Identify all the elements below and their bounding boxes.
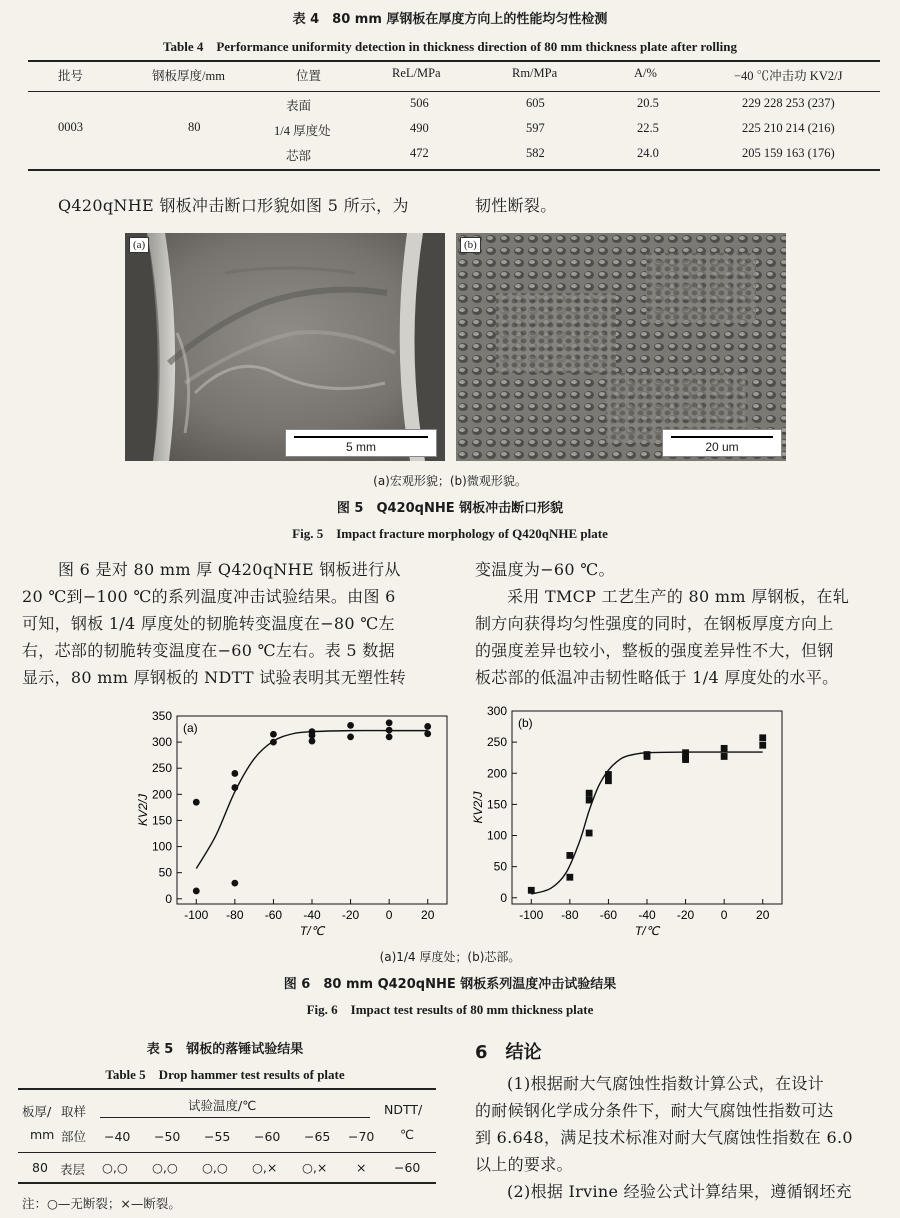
x-tick-label: -20 (676, 908, 695, 922)
x-axis-label: T/℃ (634, 924, 660, 938)
t5-temp: −40 (104, 1129, 131, 1144)
table4-top-rule (28, 60, 880, 62)
data-point (231, 880, 238, 887)
scale-bar-b (662, 429, 782, 457)
t4-rm: 582 (526, 146, 545, 160)
table5-note: 注：○—无断裂；×—断裂。 (22, 1196, 181, 1211)
t4-rm: 605 (526, 96, 545, 110)
y-tick-label: 100 (486, 828, 507, 843)
table5-caption-en: Table 5 Drop hammer test results of plate (105, 1067, 345, 1082)
y-tick-label: 150 (151, 813, 172, 828)
y-tick-label: 250 (486, 735, 507, 750)
t5-position: 表层 (60, 1162, 86, 1177)
data-point (193, 799, 200, 806)
t4-kv: 205 159 163 (176) (742, 146, 835, 160)
x-tick-label: 0 (720, 908, 728, 922)
data-point (386, 719, 393, 726)
y-tick-label: 250 (151, 761, 172, 776)
table5-caption-cn: 表 5 钢板的落锤试验结果 (146, 1042, 304, 1057)
t5-result: × (356, 1160, 367, 1175)
table4-header-rule (28, 91, 880, 92)
fig5-caption-cn: 图 5 Q420qNHE 钢板冲击断口形貌 (336, 501, 564, 516)
scale-bar-line (294, 436, 428, 438)
fig5b-label: (b) (460, 237, 481, 253)
t5-h-ndtt-unit: ℃ (400, 1127, 415, 1142)
t5-temp: −60 (254, 1129, 281, 1144)
t5-temp: −55 (204, 1129, 231, 1144)
y-axis-label: KV2/J (471, 791, 485, 824)
section6-body (475, 1070, 895, 1205)
t5-h-ndtt: NDTT/ (384, 1102, 423, 1117)
data-point (644, 753, 651, 760)
fracture-macro-photo (125, 233, 445, 461)
t4-rel: 490 (410, 121, 429, 135)
t4-a: 24.0 (637, 146, 659, 160)
fig6-caption-en: Fig. 6 Impact test results of 80 mm thickness plate (306, 1002, 594, 1017)
impact-chart-core (470, 705, 790, 942)
para2-left (22, 556, 452, 691)
x-tick-label: -40 (303, 908, 321, 922)
fig5-subcaption: (a)宏观形貌；(b)微观形貌。 (373, 474, 527, 488)
y-tick-label: 0 (500, 890, 507, 905)
text-line: 的强度差异也较小，整板的强度差异性不大，但钢 (475, 641, 834, 660)
t4-thickness: 80 (188, 120, 201, 134)
y-tick-label: 50 (493, 859, 507, 874)
x-tick-label: 20 (756, 908, 770, 922)
data-point (586, 790, 593, 797)
table4-caption-cn: 表 4 80 mm 厚钢板在厚度方向上的性能均匀性检测 (292, 12, 608, 27)
x-tick-label: -40 (638, 908, 656, 922)
t5-result: ○,× (302, 1160, 328, 1175)
x-tick-label: -80 (561, 908, 579, 922)
data-point (231, 770, 238, 777)
text-line: 变温度为−60 ℃。 (475, 560, 615, 579)
t4-position: 芯部 (286, 149, 312, 163)
data-point (759, 734, 766, 741)
t4-kv: 225 210 214 (216) (742, 121, 835, 135)
text-line: 板芯部的低温冲击韧性略低于 1/4 厚度处的水平。 (475, 668, 839, 687)
panel-label: (b) (518, 716, 533, 730)
t4-kv: 229 228 253 (237) (742, 96, 835, 110)
text-line: 到 6.648，满足技术标准对耐大气腐蚀性指数在 6.0 (475, 1128, 853, 1147)
t4-batch: 0003 (58, 120, 83, 134)
y-tick-label: 200 (486, 766, 507, 781)
t4-h-batch: 批号 (58, 69, 84, 83)
t5-ndtt: −60 (394, 1160, 421, 1175)
t5-h-temperature: 试验温度/℃ (188, 1098, 257, 1113)
para1-left: Q420qNHE 钢板冲击断口形貌如图 5 所示，为 (58, 196, 409, 215)
t5-temp: −50 (154, 1129, 181, 1144)
y-tick-label: 0 (165, 891, 172, 906)
t4-h-thickness: 钢板厚度/mm (152, 69, 225, 83)
data-point (586, 797, 593, 804)
t4-h-kv: −40 ℃冲击功 KV2/J (734, 69, 843, 83)
t4-h-rm: Rm/MPa (512, 66, 558, 80)
data-point (528, 887, 535, 894)
t4-position: 1/4 厚度处 (274, 124, 331, 138)
para1-right: 韧性断裂。 (475, 196, 557, 215)
t5-result: ○,○ (202, 1160, 228, 1175)
data-point (231, 784, 238, 791)
y-tick-label: 300 (486, 705, 507, 718)
x-tick-label: -100 (184, 908, 209, 922)
data-point (386, 733, 393, 740)
micro-photo-graphic (456, 233, 786, 461)
text-line: 制方向获得均匀性强度的同时，在钢板厚度方向上 (475, 614, 834, 633)
t4-rel: 506 (410, 96, 429, 110)
scale-bar-a (285, 429, 437, 457)
data-point (721, 745, 728, 752)
fit-curve (196, 731, 427, 869)
impact-chart-quarter-thickness (135, 710, 455, 942)
t5-h-thickness: 板厚/ (22, 1104, 52, 1119)
t4-h-position: 位置 (296, 69, 322, 83)
data-point (193, 888, 200, 895)
macro-photo-graphic (125, 233, 445, 461)
fig5-caption-en: Fig. 5 Impact fracture morphology of Q420qNHE plate (292, 526, 608, 541)
data-point (386, 727, 393, 734)
table4-bottom-rule (28, 169, 880, 171)
data-point (309, 738, 316, 745)
section6-heading: 6 结论 (475, 1042, 542, 1063)
y-axis-label: KV2/J (136, 793, 150, 827)
data-point (586, 830, 593, 837)
scale-bar-text: 20 um (705, 440, 739, 454)
data-point (682, 756, 689, 763)
t5-temp: −65 (304, 1129, 331, 1144)
data-point (605, 771, 612, 778)
text-line: 的耐候钢化学成分条件下，耐大气腐蚀性指数可达 (475, 1101, 834, 1120)
data-point (605, 777, 612, 784)
y-tick-label: 350 (151, 710, 172, 723)
data-point (759, 742, 766, 749)
x-tick-label: -80 (226, 908, 244, 922)
data-point (424, 730, 431, 737)
text-line: 显示，80 mm 厚钢板的 NDTT 试验表明其无塑性转 (22, 668, 406, 687)
table5-sub-rule (100, 1117, 370, 1118)
x-tick-label: -60 (599, 908, 618, 922)
plot-frame (512, 711, 782, 904)
fig6-caption-cn: 图 6 80 mm Q420qNHE 钢板系列温度冲击试验结果 (283, 977, 617, 992)
data-point (347, 733, 354, 740)
x-tick-label: 20 (421, 908, 435, 922)
t5-h-position-2: 部位 (61, 1129, 87, 1144)
t4-rel: 472 (410, 146, 429, 160)
text-line: 采用 TMCP 工艺生产的 80 mm 厚钢板，在轧 (507, 587, 849, 606)
text-line: 图 6 是对 80 mm 厚 Q420qNHE 钢板进行从 (58, 560, 401, 579)
t4-a: 22.5 (637, 121, 659, 135)
y-tick-label: 200 (151, 787, 172, 802)
scale-bar-text: 5 mm (346, 440, 376, 454)
y-tick-label: 150 (486, 797, 507, 812)
x-tick-label: 0 (385, 908, 393, 922)
t5-h-position: 取样 (61, 1104, 87, 1119)
scale-bar-line (671, 436, 773, 438)
y-tick-label: 100 (151, 839, 172, 854)
t5-h-thickness-unit: mm (30, 1127, 55, 1142)
t4-rm: 597 (526, 121, 545, 135)
text-line: 以上的要求。 (475, 1155, 573, 1174)
table5-bottom-rule (18, 1182, 436, 1184)
y-tick-label: 300 (151, 735, 172, 750)
table4-header (28, 66, 880, 88)
data-point (270, 739, 277, 746)
data-point (424, 723, 431, 730)
t5-result: ○,○ (152, 1160, 178, 1175)
text-line: 右，芯部的韧脆转变温度在−60 ℃左右。表 5 数据 (22, 641, 395, 660)
fig6-subcaption: (a)1/4 厚度处；(b)芯部。 (379, 950, 521, 964)
data-point (270, 731, 277, 738)
fit-curve (531, 752, 762, 894)
x-tick-label: -60 (264, 908, 283, 922)
text-line: 可知，钢板 1/4 厚度处的韧脆转变温度在−80 ℃左 (22, 614, 395, 633)
fracture-micro-photo (456, 233, 786, 461)
panel-label: (a) (183, 721, 198, 735)
t4-a: 20.5 (637, 96, 659, 110)
table4-caption-en: Table 4 Performance uniformity detection in thickness direction of 80 mm thickness plate after rolling (163, 39, 737, 54)
x-tick-label: -100 (519, 908, 544, 922)
t5-thickness: 80 (32, 1160, 48, 1175)
t5-result: ○,× (252, 1160, 278, 1175)
t5-result: ○,○ (102, 1160, 128, 1175)
text-line: (1)根据耐大气腐蚀性指数计算公式，在设计 (507, 1074, 824, 1093)
t4-h-a: A/% (634, 66, 657, 80)
x-tick-label: -20 (341, 908, 360, 922)
x-axis-label: T/℃ (299, 924, 325, 938)
data-point (566, 852, 573, 859)
t4-position: 表面 (286, 99, 312, 113)
text-line: (2)根据 Irvine 经验公式计算结果，遵循钢坯充 (507, 1182, 852, 1201)
y-tick-label: 50 (158, 865, 172, 880)
table5-header-rule (18, 1152, 436, 1153)
text-line: 20 ℃到−100 ℃的系列温度冲击试验结果。由图 6 (22, 587, 396, 606)
data-point (347, 722, 354, 729)
fig5a-label: (a) (129, 237, 149, 253)
data-point (566, 874, 573, 881)
para2-right (475, 556, 895, 691)
data-point (721, 753, 728, 760)
t5-temp: −70 (348, 1129, 375, 1144)
t4-h-rel: ReL/MPa (392, 66, 441, 80)
table5-top-rule (18, 1088, 436, 1090)
